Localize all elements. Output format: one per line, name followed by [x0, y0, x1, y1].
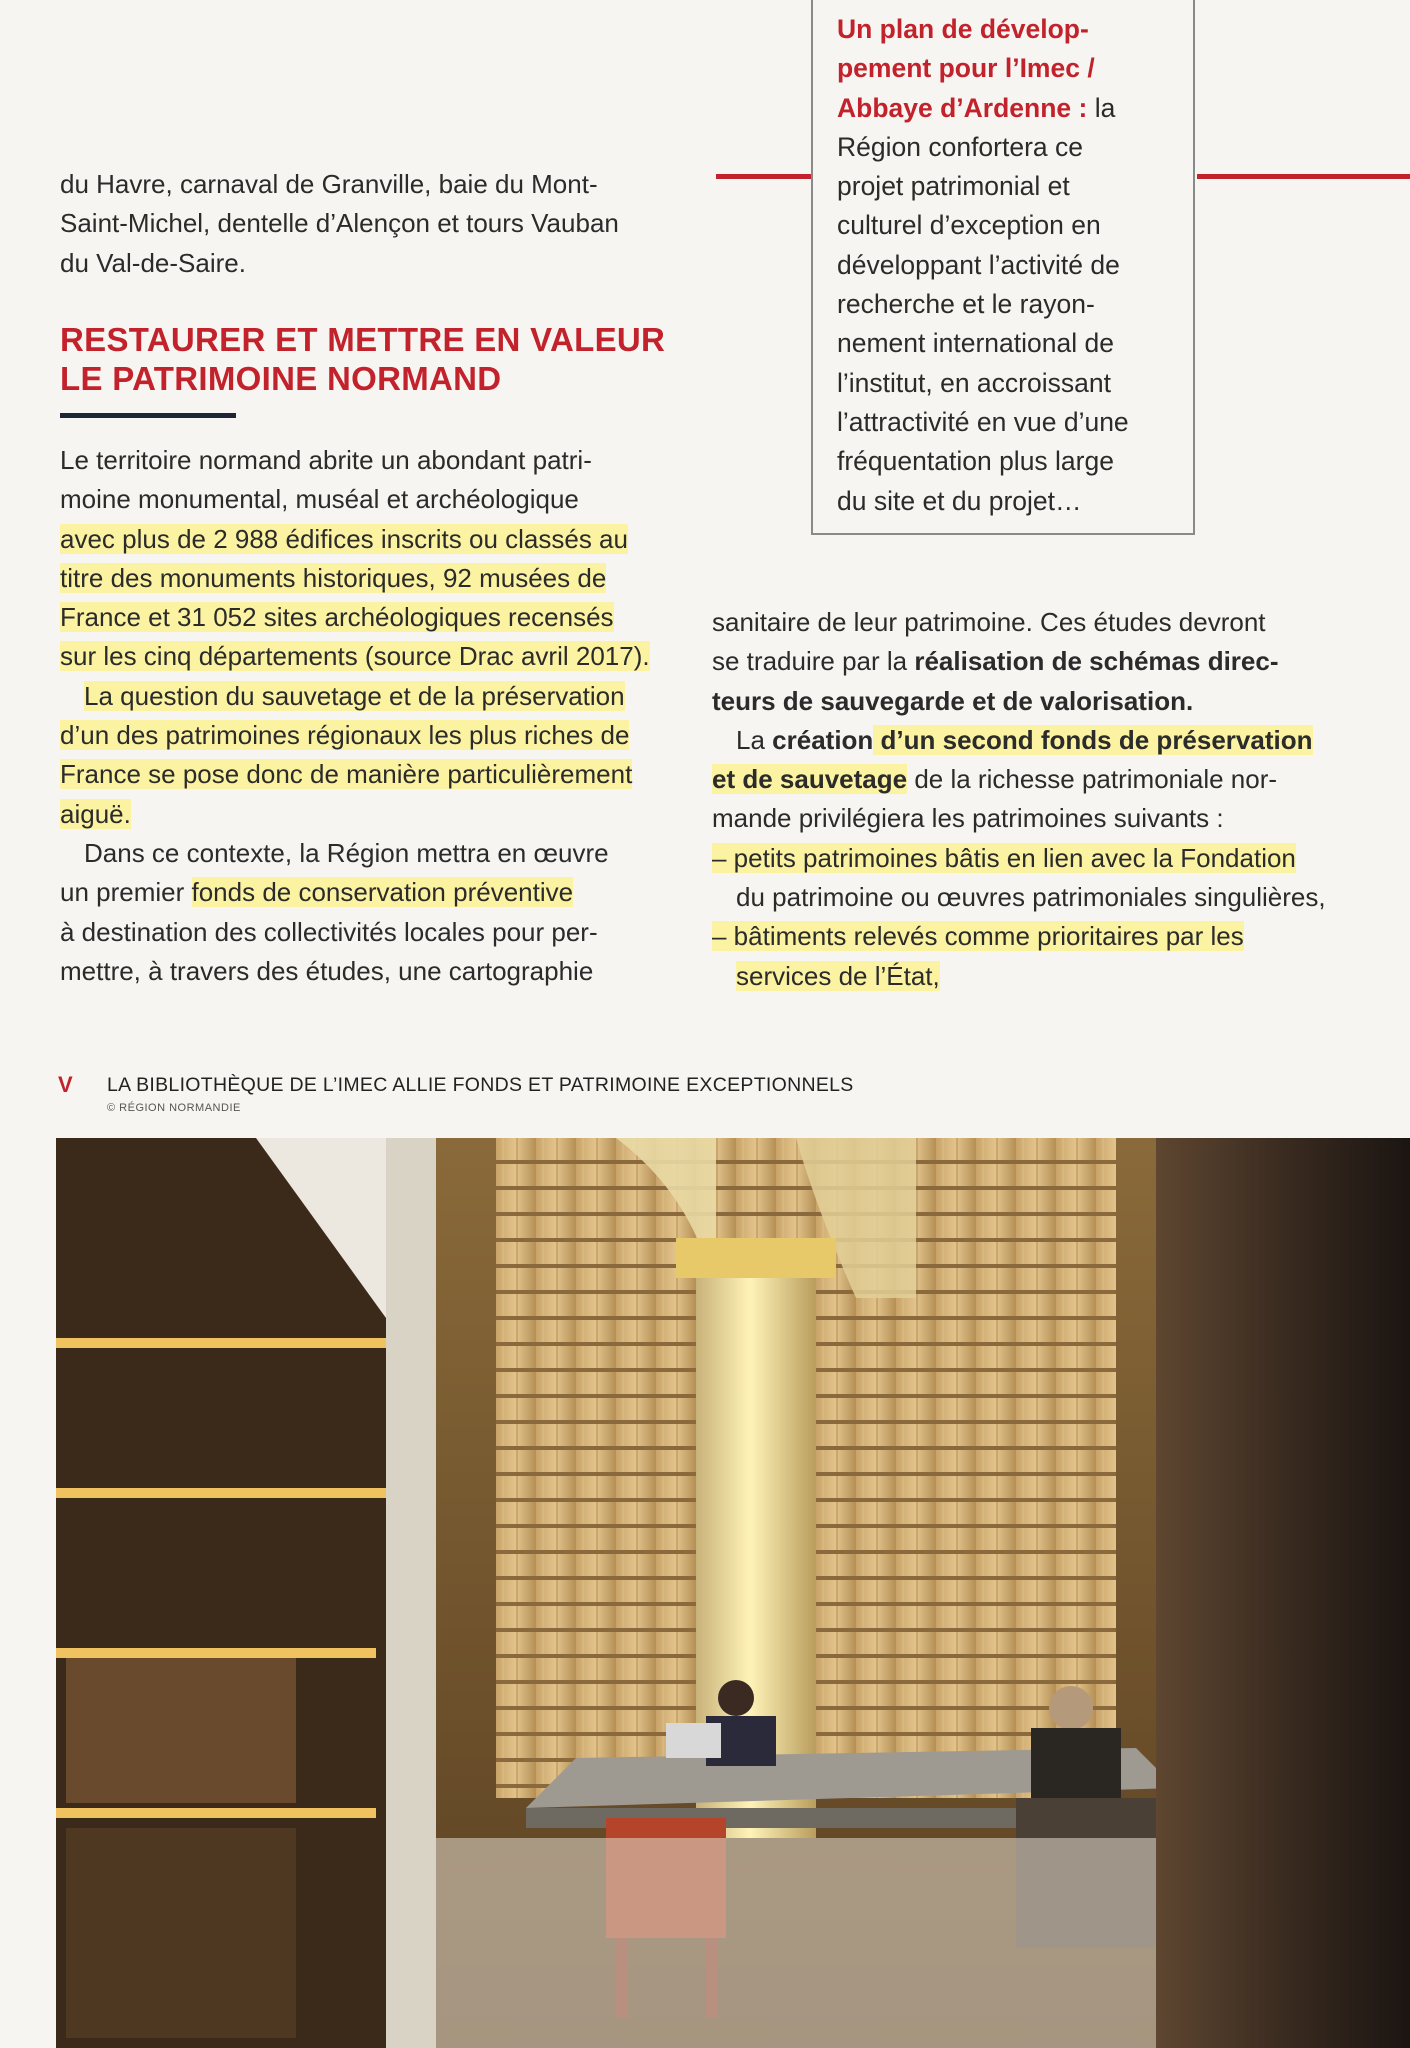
text-line: et de sauvetage de la richesse patrimoniale nor- — [712, 764, 1278, 795]
text-line: La question du sauvetage et de la préservation — [84, 680, 625, 711]
text-line: d’un des patrimoines régionaux les plus riches de — [60, 720, 630, 751]
sidebar-line: projet patrimonial et — [837, 171, 1070, 202]
text-line: aiguë. — [60, 798, 131, 829]
sidebar-title-line: pement pour l’Imec / — [837, 53, 1095, 84]
text-line: Saint-Michel, dentelle d’Alençon et tours Vauban — [60, 208, 619, 239]
sidebar-line: culturel d’exception en — [837, 210, 1101, 241]
text-line: à destination des collectivités locales pour per- — [60, 916, 598, 947]
sidebar-line: Région confortera ce — [837, 131, 1084, 162]
sidebar-line: l’institut, en accroissant — [837, 367, 1111, 398]
sidebar-line: fréquentation plus large — [837, 446, 1114, 477]
left-column-body — [60, 441, 650, 991]
red-rule-left — [716, 174, 811, 179]
text-line: mande privilégiera les patrimoines suivants : — [712, 803, 1224, 834]
text-line: Le territoire normand abrite un abondant patri- — [60, 445, 592, 475]
right-column-body — [712, 603, 1326, 996]
bullet-item: – petits patrimoines bâtis en lien avec la Fondation — [712, 842, 1296, 873]
text-line: La création d’un second fonds de préservation — [736, 724, 1313, 755]
text-line: France se pose donc de manière particulièrement — [60, 759, 633, 790]
library-photo — [56, 1138, 1410, 2048]
text-line: mettre, à travers des études, une cartographie — [60, 955, 594, 986]
caption-marker: V — [58, 1072, 73, 1097]
text-line: du Val-de-Saire. — [60, 247, 246, 278]
section-heading: RESTAURER ET METTRE EN VALEUR LE PATRIMOINE NORMAND — [60, 321, 666, 397]
text-line: Dans ce contexte, la Région mettra en œuvre — [84, 837, 609, 868]
sidebar-title-line: Abbaye d’Ardenne : la — [837, 92, 1116, 123]
sidebar-line: du site et du projet… — [837, 485, 1082, 516]
sidebar-line: développant l’activité de — [837, 249, 1120, 280]
text-line: moine monumental, muséal et archéologique — [60, 484, 579, 515]
text-line: avec plus de 2 988 édifices inscrits ou classés au — [60, 523, 628, 554]
text-line: se traduire par la réalisation de schémas direc- — [712, 646, 1279, 677]
sidebar-line: nement international de — [837, 328, 1114, 359]
text-line: France et 31 052 sites archéologiques recensés — [60, 602, 614, 633]
text-line: un premier fonds de conservation préventive — [60, 877, 574, 908]
sidebar-line: recherche et le rayon- — [837, 289, 1095, 320]
photo-credit: © RÉGION NORMANDIE — [107, 1102, 241, 1114]
bullet-item-continuation: du patrimoine ou œuvres patrimoniales singulières, — [736, 882, 1326, 913]
photo-caption: LA BIBLIOTHÈQUE DE L’IMEC ALLIE FONDS ET PATRIMOINE EXCEPTIONNELS — [107, 1074, 854, 1096]
bullet-item: – bâtiments relevés comme prioritaires par les — [712, 921, 1244, 952]
text-line: sanitaire de leur patrimoine. Ces études devront — [712, 607, 1266, 637]
sidebar-line: l’attractivité en vue d’une — [837, 406, 1129, 437]
text-line: du Havre, carnaval de Granville, baie du Mont- — [60, 169, 598, 199]
text-line: titre des monuments historiques, 92 musées de — [60, 562, 607, 593]
sidebar-title-line: Un plan de dévelop- — [837, 14, 1089, 44]
sidebar-text — [837, 10, 1129, 521]
red-rule-right — [1197, 174, 1410, 179]
heading-underline — [60, 413, 236, 418]
text-line: sur les cinq départements (source Drac avril 2017). — [60, 641, 650, 672]
bullet-item-continuation: services de l’État, — [736, 960, 940, 991]
left-column-intro — [60, 165, 670, 283]
text-line: teurs de sauvegarde et de valorisation. — [712, 685, 1194, 716]
